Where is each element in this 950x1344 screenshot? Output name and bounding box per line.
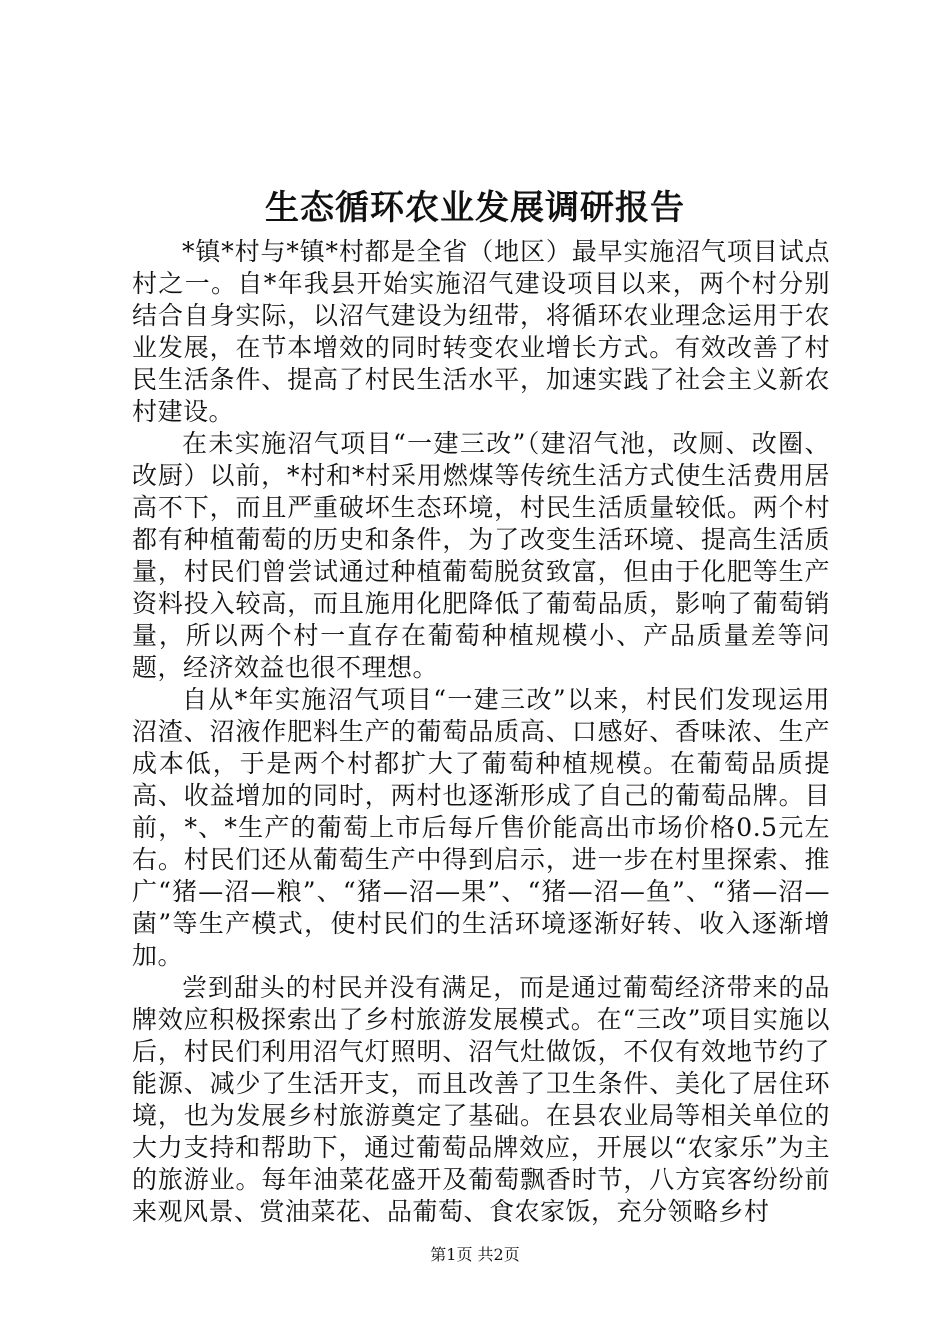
- paragraph-3: 自从*年实施沼气项目“一建三改”以来，村民们发现运用沼渣、沼液作肥料生产的葡萄品质高、口感好、香味浓、生产成本低，于是两个村都扩大了葡萄种植规模。在葡萄品质提高、收益增加的同时，两村也逐渐形成了自己的葡萄品牌。目前，*、*生产的葡萄上市后每斤售价能高出市场价格0.5元左右。村民们还从葡萄生产中得到启示，进一步在村里探索、推广“猪—沼—粮”、“猪—沼—果”、“猪—沼—鱼”、“猪—沼—菌”等生产模式，使村民们的生活环境逐渐好转、收入逐渐增加。: [132, 685, 830, 970]
- paragraph-2: 在未实施沼气项目“一建三改”（建沼气池，改厕、改圈、改厨）以前，*村和*村采用燃煤等传统生活方式使生活费用居高不下，而且严重破坏生态环境，村民生活质量较低。两个村都有种植葡萄的历史和条件，为了改变生活环境、提高生活质量，村民们曾尝试通过种植葡萄脱贫致富，但由于化肥等生产资料投入较高，而且施用化肥降低了葡萄品质，影响了葡萄销量，所以两个村一直存在葡萄种植规模小、产品质量差等问题，经济效益也很不理想。: [132, 429, 830, 682]
- paragraph-1: *镇*村与*镇*村都是全省（地区）最早实施沼气项目试点村之一。自*年我县开始实施沼气建设项目以来，两个村分别结合自身实际，以沼气建设为纽带，将循环农业理念运用于农业发展，在节本增效的同时转变农业增长方式。有效改善了村民生活条件、提高了村民生活水平，加速实践了社会主义新农村建设。: [132, 237, 830, 426]
- document-title: 生态循环农业发展调研报告: [265, 188, 685, 228]
- paragraph-4: 尝到甜头的村民并没有满足，而是通过葡萄经济带来的品牌效应积极探索出了乡村旅游发展模式。在“三改”项目实施以后，村民们利用沼气灯照明、沼气灶做饭，不仅有效地节约了能源、减少了生活开支，而且改善了卫生条件、美化了居住环境，也为发展乡村旅游奠定了基础。在县农业局等相关单位的大力支持和帮助下，通过葡萄品牌效应，开展以“农家乐”为主的旅游业。每年油菜花盛开及葡萄飘香时节，八方宾客纷纷前来观风景、赏油菜花、品葡萄、食农家饭，充分领略乡村: [132, 973, 830, 1226]
- document-body: [132, 236, 830, 1228]
- page-footer: 第1页 共2页: [430, 1245, 520, 1264]
